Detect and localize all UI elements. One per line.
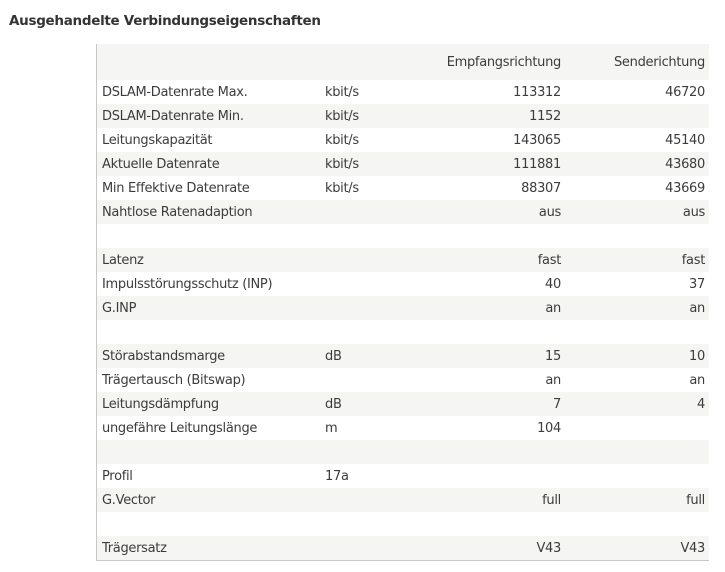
row-label: DSLAM-Datenrate Max. — [102, 84, 248, 100]
row-unit — [325, 224, 405, 248]
table-header-row — [97, 44, 709, 80]
row-unit — [325, 488, 405, 512]
row-downstream-value — [405, 224, 561, 248]
row-upstream-value: 37 — [689, 276, 705, 292]
column-header-upstream: Senderichtung — [613, 54, 705, 70]
row-label: G.Vector — [102, 492, 156, 508]
row-label: Impulsstörungsschutz (INP) — [102, 276, 273, 292]
table-row — [97, 200, 709, 224]
row-downstream-value: an — [545, 300, 561, 316]
row-downstream-value: 40 — [545, 276, 561, 292]
row-downstream-value: 143065 — [513, 132, 561, 148]
table-row — [97, 464, 709, 488]
row-label — [97, 320, 325, 344]
row-upstream-value — [561, 512, 709, 536]
row-upstream-value — [561, 440, 709, 464]
row-downstream-value — [405, 440, 561, 464]
row-upstream-value: 43669 — [665, 180, 705, 196]
row-unit — [325, 536, 405, 560]
row-label — [97, 224, 325, 248]
column-header-downstream: Empfangsrichtung — [446, 54, 561, 70]
row-label: ungefähre Leitungslänge — [102, 420, 258, 436]
row-unit: dB — [325, 396, 342, 412]
table-row — [97, 392, 709, 416]
row-upstream-value: 43680 — [665, 156, 705, 172]
row-downstream-value — [405, 464, 561, 488]
row-upstream-value — [561, 104, 709, 128]
row-upstream-value: an — [689, 372, 705, 388]
column-header-label — [97, 44, 325, 80]
table-row — [97, 80, 709, 104]
row-upstream-value: an — [689, 300, 705, 316]
row-downstream-value: V43 — [536, 540, 561, 556]
row-downstream-value: an — [545, 372, 561, 388]
row-upstream-value — [561, 464, 709, 488]
row-downstream-value: 88307 — [521, 180, 561, 196]
section-title: Ausgehandelte Verbindungseigenschaften — [9, 13, 321, 29]
row-upstream-value: V43 — [680, 540, 705, 556]
row-label: Trägersatz — [102, 540, 167, 556]
row-label: Leitungsdämpfung — [102, 396, 219, 412]
row-label — [97, 440, 325, 464]
row-downstream-value: 7 — [553, 396, 561, 412]
row-unit — [325, 272, 405, 296]
row-upstream-value: 46720 — [665, 84, 705, 100]
table-spacer-row — [97, 320, 709, 344]
table-row — [97, 176, 709, 200]
table-spacer-row — [97, 224, 709, 248]
row-label: Trägertausch (Bitswap) — [102, 372, 246, 388]
row-unit: m — [325, 420, 338, 436]
row-upstream-value: fast — [681, 252, 705, 268]
row-label: Nahtlose Ratenadaption — [102, 204, 253, 220]
row-unit — [325, 248, 405, 272]
row-downstream-value: full — [542, 492, 561, 508]
row-upstream-value — [561, 224, 709, 248]
table-row — [97, 536, 709, 560]
table-row — [97, 104, 709, 128]
column-header-unit — [325, 44, 405, 80]
row-downstream-value: 104 — [537, 420, 561, 436]
row-upstream-value — [561, 416, 709, 440]
row-downstream-value: 113312 — [513, 84, 561, 100]
row-label: Latenz — [102, 252, 144, 268]
row-unit: kbit/s — [325, 156, 359, 172]
row-unit: 17a — [325, 468, 349, 484]
row-unit — [325, 200, 405, 224]
row-downstream-value — [405, 512, 561, 536]
table-row — [97, 488, 709, 512]
row-label: DSLAM-Datenrate Min. — [102, 108, 244, 124]
row-unit: kbit/s — [325, 132, 359, 148]
row-downstream-value: aus — [538, 204, 561, 220]
row-unit — [325, 296, 405, 320]
table-row — [97, 152, 709, 176]
connection-properties-table — [96, 44, 709, 561]
row-label: G.INP — [102, 300, 137, 316]
table-row — [97, 416, 709, 440]
row-upstream-value: 10 — [689, 348, 705, 364]
row-label: Aktuelle Datenrate — [102, 156, 220, 172]
table-row — [97, 296, 709, 320]
row-label — [97, 512, 325, 536]
table-row — [97, 248, 709, 272]
table-row — [97, 368, 709, 392]
row-label: Störabstandsmarge — [102, 348, 225, 364]
row-downstream-value: 111881 — [513, 156, 561, 172]
row-unit — [325, 368, 405, 392]
row-upstream-value: full — [686, 492, 705, 508]
table-row — [97, 344, 709, 368]
row-downstream-value: fast — [537, 252, 561, 268]
row-label: Leitungskapazität — [102, 132, 213, 148]
row-downstream-value: 1152 — [529, 108, 561, 124]
table-row — [97, 272, 709, 296]
row-unit — [325, 512, 405, 536]
table-row — [97, 128, 709, 152]
row-unit — [325, 440, 405, 464]
table-spacer-row — [97, 440, 709, 464]
row-label: Profil — [102, 468, 133, 484]
row-unit: dB — [325, 348, 342, 364]
row-downstream-value: 15 — [545, 348, 561, 364]
row-unit: kbit/s — [325, 180, 359, 196]
row-upstream-value: aus — [682, 204, 705, 220]
row-upstream-value — [561, 320, 709, 344]
row-unit: kbit/s — [325, 108, 359, 124]
row-downstream-value — [405, 320, 561, 344]
row-upstream-value: 4 — [697, 396, 705, 412]
row-upstream-value: 45140 — [665, 132, 705, 148]
table-spacer-row — [97, 512, 709, 536]
row-unit: kbit/s — [325, 84, 359, 100]
row-label: Min Effektive Datenrate — [102, 180, 250, 196]
row-unit — [325, 320, 405, 344]
